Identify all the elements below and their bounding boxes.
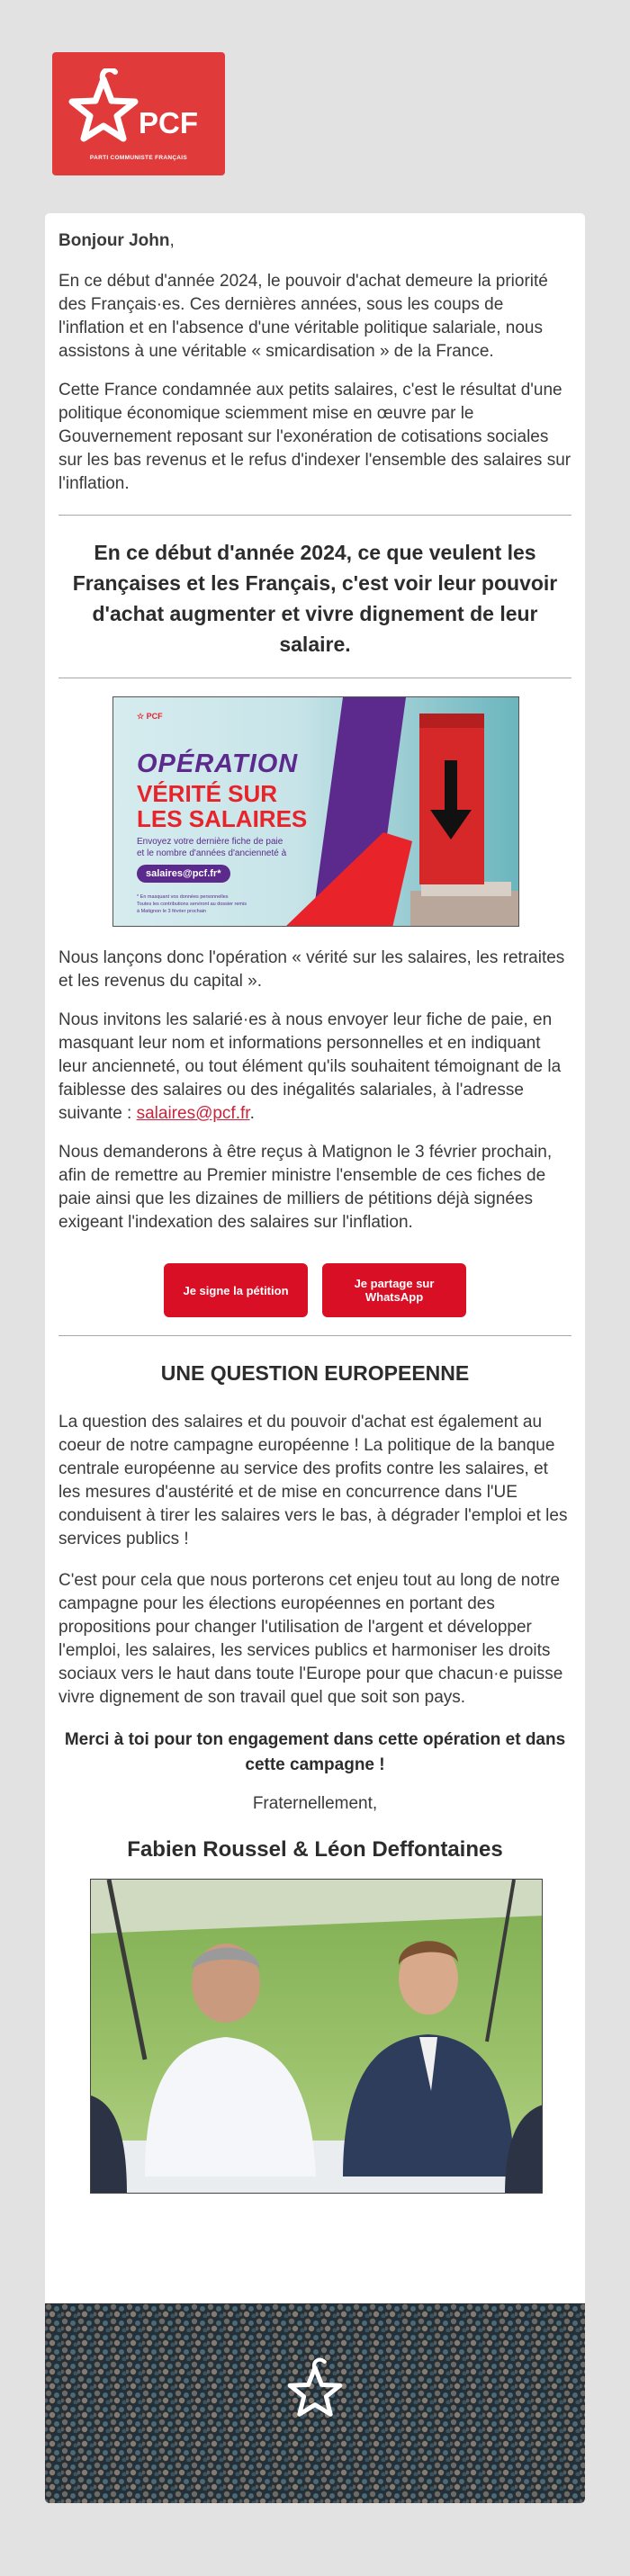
share-whatsapp-button[interactable]: Je partage sur WhatsApp [322, 1263, 466, 1317]
sign-petition-button[interactable]: Je signe la pétition [164, 1263, 308, 1317]
divider [58, 515, 572, 516]
logo-wordmark: PCF [139, 106, 198, 139]
star-rose-icon [63, 68, 144, 149]
recipient-name: John [129, 231, 170, 250]
cta-buttons [58, 1263, 572, 1317]
operation-paragraph: Nous lançons donc l'opération « vérité sur les salaires, les retraites et les revenus du capital ». [58, 948, 565, 991]
greeting: Bonjour John, [58, 231, 175, 250]
intro-paragraph-1: En ce début d'année 2024, le pouvoir d'achat demeure la priorité des Français·es. Ces dernières années, sous les coups de l'inflation et en l'absence d'une véritable politique salariale, nous assistons à une véritable « smicardisation » de la France. [58, 272, 548, 361]
banner-footnote-1: * En masquant vos données personnelles [137, 894, 229, 900]
banner-star-icon: ☆ [137, 712, 145, 721]
thanks-message: Merci à toi pour ton engagement dans cette opération et dans cette campagne ! [64, 1730, 566, 1774]
signatories-photo [90, 1879, 543, 2194]
photo-illustration [91, 1880, 543, 2194]
invite-paragraph: Nous invitons les salarié·es à nous envoyer leur fiche de paie, en masquant leur nom et informations personnelles et en indiquant leur ancienneté, ou tout élément qu'ils souhaitent témoignant de la faiblesse des salaires ou des inégalités salariales, à l'adresse suivante : salaires@pcf.fr. [58, 1010, 562, 1123]
banner-logo: ☆ PCF [137, 712, 163, 721]
email-content [58, 229, 572, 2194]
banner-footnote-3: à Matignon le 3 février prochain [137, 909, 207, 914]
email-card [45, 213, 585, 2503]
banner-title-2: VÉRITÉ SUR [137, 780, 278, 807]
banner-subtitle-1: Envoyez votre dernière fiche de paie [137, 837, 284, 847]
divider [58, 1335, 572, 1336]
section-title-europe: UNE QUESTION EUROPEENNE [160, 1361, 470, 1385]
matignon-paragraph: Nous demanderons à être reçus à Matignon le 3 février prochain, afin de remettre au Premier ministre l'ensemble de ces fiches de paie ainsi que les dizaines de milliers de pétitions déjà signées exigeant l'indexation des salaires sur l'inflation. [58, 1143, 553, 1232]
banner-email-pill: salaires@pcf.fr* [137, 865, 230, 883]
headline: En ce début d'année 2024, ce que veulent les Françaises et les Français, c'est voir leur pouvoir d'achat augmenter et vivre dignement de leur salaire. [72, 541, 558, 656]
closing-text: Fraternellement, [252, 1794, 378, 1813]
footer-star-logo-icon [282, 2357, 348, 2424]
banner-subtitle-2: et le nombre d'années d'ancienneté à [137, 848, 287, 858]
footer-crowd-banner [45, 2303, 585, 2503]
operation-banner-image[interactable] [112, 696, 519, 927]
signature: Fabien Roussel & Léon Deffontaines [127, 1837, 503, 1862]
intro-paragraph-2: Cette France condamnée aux petits salaires, c'est le résultat d'une politique économique sciemment mise en œuvre par le Gouvernement reposant sur l'exonération de cotisations sociales sur les bas revenus et le refus d'indexer l'ensemble des salaires sur l'inflation. [58, 381, 572, 493]
banner-title-1: OPÉRATION [137, 749, 299, 778]
banner-footnote-2: Toutes les contributions serviront au dossier remis [137, 902, 247, 907]
europe-paragraph-1: La question des salaires et du pouvoir d'achat est également au coeur de notre campagne européenne ! La politique de la banque centrale européenne au service des profits contre les salaires, et les mesures d'austérité et de mise en concurrence dans l'UE conduisent à tirer les salaires vers le bas, à dégrader l'emploi et les services publics ! [58, 1413, 568, 1548]
salaires-email-link[interactable]: salaires@pcf.fr [136, 1104, 250, 1123]
logo-subtitle: PARTI COMMUNISTE FRANÇAIS [89, 155, 188, 161]
pcf-logo[interactable] [52, 52, 225, 175]
europe-paragraph-2: C'est pour cela que nous porterons cet enjeu tout au long de notre campagne pour les élections européennes en portant des propositions pour changer l'utilisation de l'argent et développer l'emploi, les salaires, les services publics et harmoniser les droits sociaux vers le haut dans toute l'Europe pour que chacun·e puisse vivre dignement de son travail quel que soit son pays. [58, 1571, 563, 1707]
banner-title-3: LES SALAIRES [137, 805, 308, 832]
